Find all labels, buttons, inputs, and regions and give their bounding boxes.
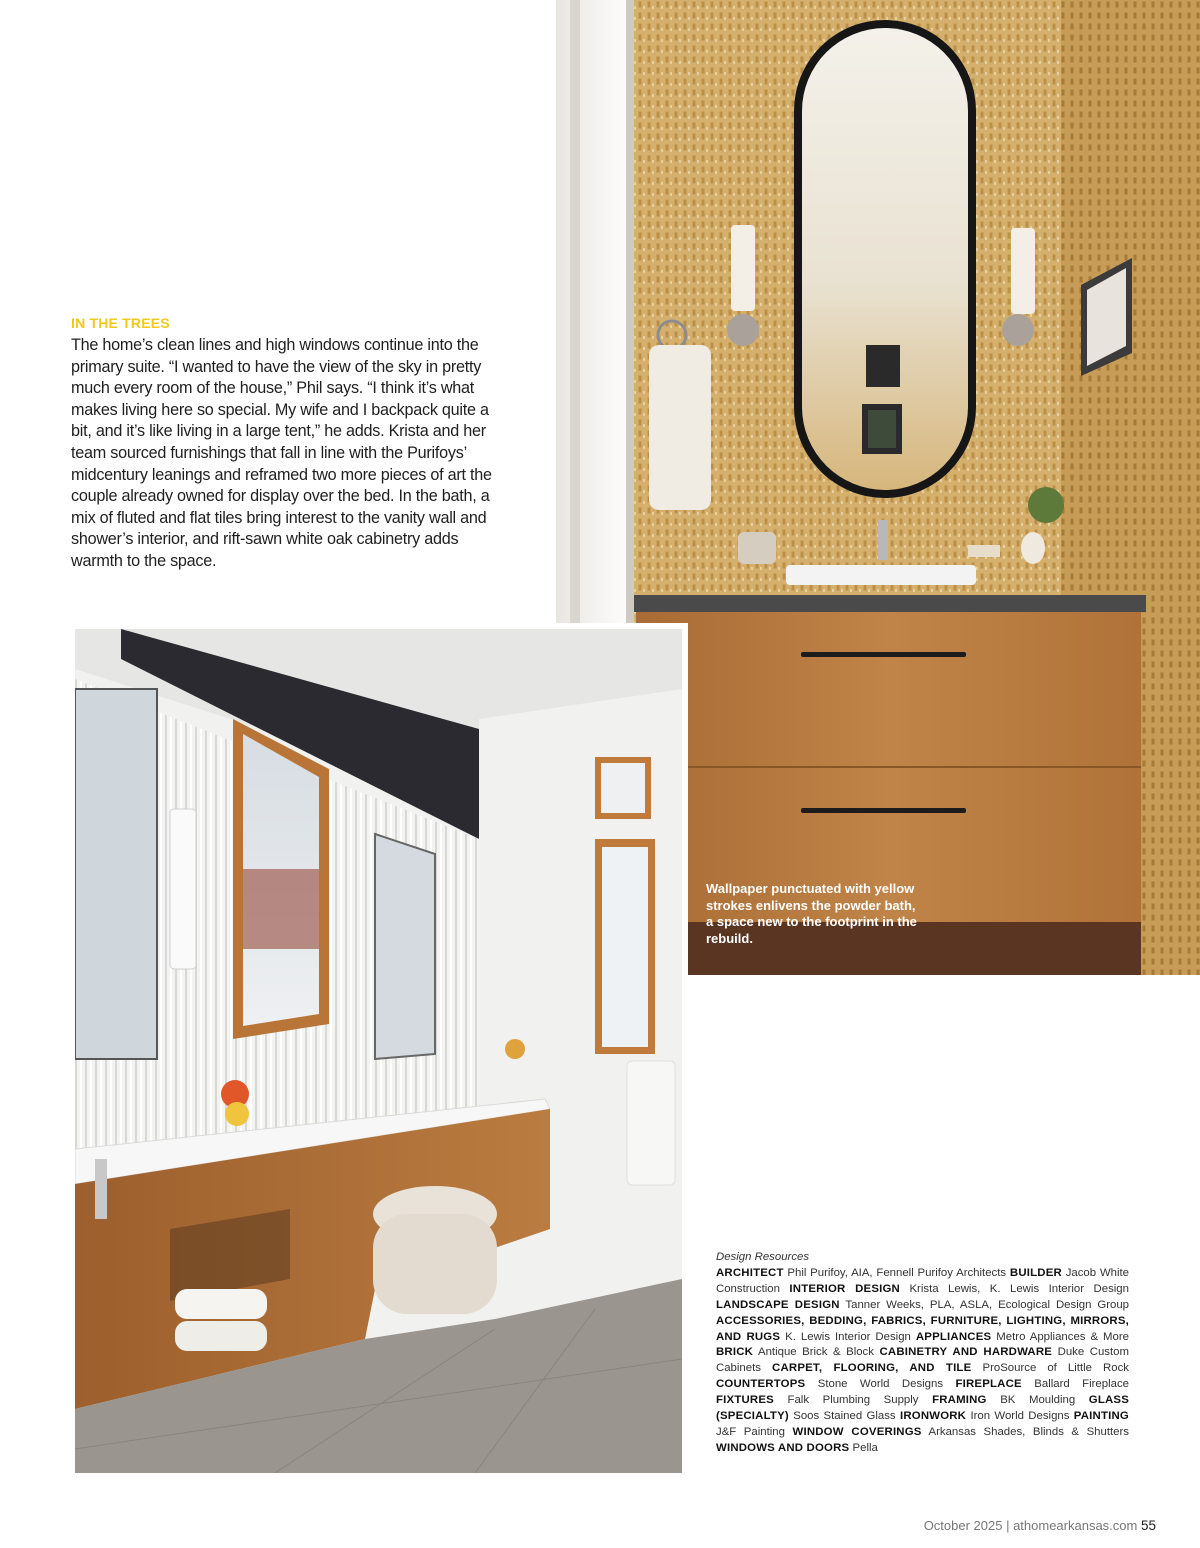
- resource-value: Jacob White Construction: [716, 1266, 1129, 1295]
- resource-label: BUILDER: [1009, 1266, 1062, 1279]
- resource-label: ACCESSORIES, BEDDING, FABRICS, FURNITURE, LIGHTING, MIRRORS, AND RUGS: [716, 1314, 1129, 1343]
- resource-value: Pella: [852, 1441, 878, 1454]
- resource-label: WINDOWS AND DOORS: [716, 1441, 850, 1454]
- resource-label: PAINTING: [1073, 1410, 1129, 1423]
- resources-list: [716, 1267, 1129, 1454]
- page-number: 55: [1140, 1518, 1156, 1533]
- resource-label: FIREPLACE: [955, 1378, 1022, 1391]
- resource-value: Soos Stained Glass: [793, 1410, 896, 1423]
- article-block: [71, 314, 493, 573]
- design-resources: [716, 1250, 1129, 1457]
- section-kicker: IN THE TREES: [71, 315, 170, 331]
- resource-value: Krista Lewis, K. Lewis Interior Design: [909, 1282, 1129, 1295]
- resource-value: BK Moulding: [1000, 1394, 1076, 1407]
- resource-label: COUNTERTOPS: [716, 1378, 806, 1391]
- resource-label: APPLIANCES: [915, 1330, 992, 1343]
- resource-label: CARPET, FLOORING, AND TILE: [772, 1362, 972, 1375]
- resource-label: ARCHITECT: [716, 1266, 784, 1279]
- resource-label: LANDSCAPE DESIGN: [716, 1298, 840, 1311]
- article-body: The home’s clean lines and high windows continue into the primary suite. “I wanted to have the view of the sky in pretty much every room of the house,” Phil says. “I think it’s what makes living here so special. My wife and I backpack quite a bit, and it’s like living in a large tent,” he adds. Krista and her team sourced furnishings that fall in line with the Purifoys’ midcentury leanings and reframed two more pieces of art the couple already owned for display over the bed. In the bath, a mix of fluted and flat tiles bring interest to the vanity wall and shower’s interior, and rift-sawn white oak cabinetry adds warmth to the space.: [71, 336, 492, 570]
- resource-value: Ballard Fireplace: [1034, 1378, 1129, 1391]
- resource-value: Tanner Weeks, PLA, ASLA, Ecological Design Group: [845, 1298, 1129, 1311]
- resource-value: Duke Custom Cabinets: [716, 1346, 1129, 1375]
- resources-title: Design Resources: [716, 1251, 810, 1263]
- page-footer: [924, 1518, 1156, 1533]
- resource-label: IRONWORK: [899, 1410, 967, 1423]
- resource-value: Iron World Designs: [970, 1410, 1070, 1423]
- footer-date-site: October 2025 | athomearkansas.com: [923, 1518, 1138, 1533]
- photo-caption: Wallpaper punctuated with yellow strokes enlivens the powder bath, a space new to the footprint in the rebuild.: [706, 881, 917, 946]
- resource-label: BRICK: [716, 1346, 754, 1359]
- resource-label: GLASS (SPECIALTY): [716, 1394, 1130, 1423]
- resource-value: Antique Brick & Block: [757, 1346, 874, 1359]
- resource-label: WINDOW COVERINGS: [792, 1425, 922, 1438]
- resource-label: FIXTURES: [716, 1394, 774, 1407]
- resource-value: Phil Purifoy, AIA, Fennell Purifoy Architects: [787, 1266, 1007, 1279]
- resource-value: Falk Plumbing Supply: [787, 1394, 919, 1407]
- resource-label: CABINETRY AND HARDWARE: [879, 1346, 1053, 1359]
- resource-value: Metro Appliances & More: [996, 1330, 1129, 1343]
- resource-value: Arkansas Shades, Blinds & Shutters: [928, 1425, 1129, 1438]
- resource-label: INTERIOR DESIGN: [789, 1282, 900, 1295]
- resource-value: ProSource of Little Rock: [982, 1362, 1129, 1375]
- resource-value: J&F Painting: [716, 1425, 785, 1438]
- resource-label: FRAMING: [932, 1394, 987, 1407]
- resource-value: K. Lewis Interior Design: [785, 1330, 911, 1343]
- primary-bath-photo: [75, 629, 682, 1473]
- resource-value: Stone World Designs: [817, 1378, 944, 1391]
